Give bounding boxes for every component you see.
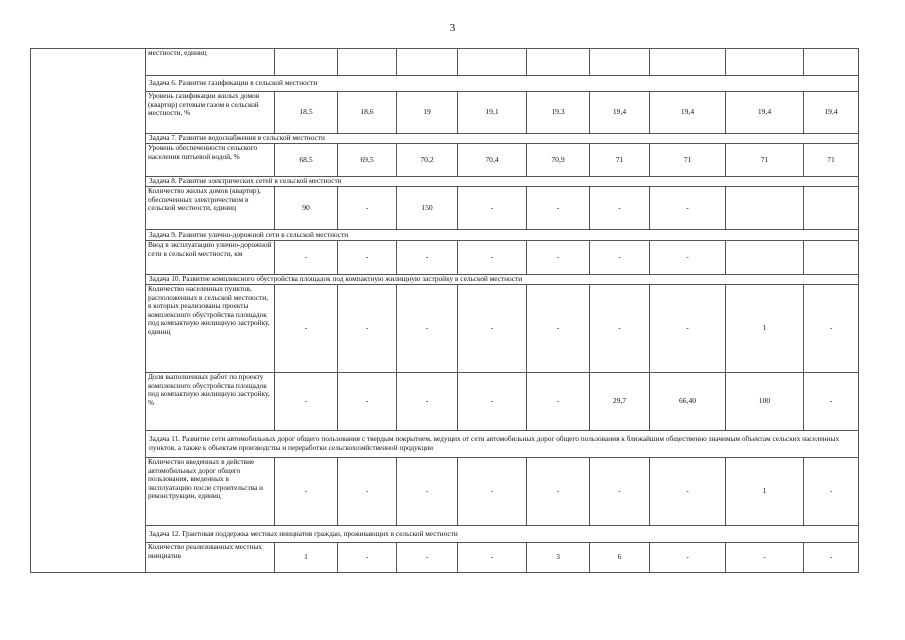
value-cell: - <box>338 543 397 573</box>
value-cell: - <box>590 187 650 230</box>
value-cell <box>527 49 590 76</box>
value-cell: 19,4 <box>726 92 804 134</box>
indicator-label: Уровень газификации жилых домов (квартир) сетевым газом в сельской местности, % <box>146 92 275 134</box>
value-cell: - <box>650 187 726 230</box>
value-cell <box>726 241 804 275</box>
value-cell <box>397 49 458 76</box>
value-cell: - <box>338 458 397 526</box>
value-cell <box>590 49 650 76</box>
value-cell <box>804 241 859 275</box>
table-row <box>31 285 859 373</box>
value-cell: 19,3 <box>527 92 590 134</box>
indicator-label: местности, единиц <box>146 49 275 76</box>
value-cell: 69,5 <box>338 144 397 177</box>
task-row <box>31 526 859 543</box>
table-row <box>31 458 859 526</box>
value-cell: - <box>650 543 726 573</box>
value-cell: 19 <box>397 92 458 134</box>
value-cell <box>726 187 804 230</box>
value-cell: - <box>527 458 590 526</box>
value-cell: - <box>275 285 338 373</box>
value-cell <box>804 49 859 76</box>
table-row <box>31 373 859 431</box>
table-row <box>31 92 859 134</box>
value-cell <box>726 49 804 76</box>
value-cell: - <box>527 285 590 373</box>
task-heading: Задача 7. Развитие водоснабжения в сельской местности <box>146 134 859 144</box>
left-merged-cell <box>31 49 146 573</box>
value-cell <box>804 187 859 230</box>
value-cell: - <box>275 241 338 275</box>
value-cell: - <box>458 543 527 573</box>
value-cell: - <box>338 187 397 230</box>
value-cell: 1 <box>726 458 804 526</box>
page-number: 3 <box>449 22 456 34</box>
value-cell: 29,7 <box>590 373 650 431</box>
value-cell: 1 <box>726 285 804 373</box>
value-cell: 6 <box>590 543 650 573</box>
task-heading: Задача 10. Развитие комплексного обустройства площадок под компактную жилищную застройку в сельской местности <box>146 275 859 285</box>
table-row <box>31 543 859 573</box>
table-row <box>31 49 859 76</box>
value-cell: - <box>338 373 397 431</box>
value-cell <box>458 49 527 76</box>
value-cell: 68,5 <box>275 144 338 177</box>
indicator-label: Количество населенных пунктов, расположенных в сельской местности, в которых реализованы проекты комплексного обустройства площадок под компактную жилищную застройку, единиц <box>146 285 275 373</box>
value-cell: 18,5 <box>275 92 338 134</box>
value-cell: 3 <box>527 543 590 573</box>
value-cell: 19,1 <box>458 92 527 134</box>
value-cell: - <box>804 373 859 431</box>
task-row <box>31 431 859 458</box>
value-cell: 100 <box>726 373 804 431</box>
value-cell: - <box>590 285 650 373</box>
indicator-label: Уровень обеспеченности сельского населения питьевой водой, % <box>146 144 275 177</box>
task-row <box>31 275 859 285</box>
value-cell: - <box>397 285 458 373</box>
value-cell: - <box>458 187 527 230</box>
value-cell: 71 <box>650 144 726 177</box>
value-cell: - <box>397 241 458 275</box>
value-cell: 70,4 <box>458 144 527 177</box>
indicator-label: Количество реализованных местных инициатив <box>146 543 275 573</box>
value-cell: 90 <box>275 187 338 230</box>
value-cell: - <box>397 458 458 526</box>
table-row <box>31 144 859 177</box>
task-heading: Задача 8. Развитие электрических сетей в сельской местности <box>146 177 859 187</box>
value-cell: - <box>804 543 859 573</box>
value-cell: - <box>527 373 590 431</box>
task-row <box>31 177 859 187</box>
value-cell: - <box>458 458 527 526</box>
value-cell: - <box>397 543 458 573</box>
task-heading: Задача 6. Развитие газификации в сельской местности <box>146 76 859 92</box>
task-row <box>31 230 859 241</box>
value-cell: - <box>275 458 338 526</box>
value-cell: 19,4 <box>590 92 650 134</box>
table-row <box>31 187 859 230</box>
value-cell: 150 <box>397 187 458 230</box>
task-row <box>31 76 859 92</box>
value-cell: - <box>804 285 859 373</box>
value-cell <box>338 49 397 76</box>
task-heading: Задача 9. Развитие улично-дорожной сети в сельской местности <box>146 230 859 241</box>
value-cell: - <box>275 373 338 431</box>
indicators-table <box>30 48 859 573</box>
indicator-label: Количество введенных в действие автомобильных дорог общего пользования, введенных в эксплуатацию после строительства и реконструкции, единиц <box>146 458 275 526</box>
value-cell: - <box>590 241 650 275</box>
value-cell <box>650 49 726 76</box>
value-cell: 19,4 <box>650 92 726 134</box>
value-cell <box>275 49 338 76</box>
task-row <box>31 134 859 144</box>
value-cell: 71 <box>590 144 650 177</box>
value-cell: - <box>650 458 726 526</box>
value-cell: - <box>458 285 527 373</box>
value-cell: - <box>650 285 726 373</box>
value-cell: - <box>590 458 650 526</box>
table-row <box>31 241 859 275</box>
value-cell: 1 <box>275 543 338 573</box>
task-heading: Задача 11. Развитие сети автомобильных дорог общего пользования с твердым покрытием, ведущих от сети автомобильных дорог общего пользования к ближайшим общественно значимым объектам сельских населенных пунктов, а также к объектам производства и переработки сельскохозяйственной продукции <box>146 431 859 458</box>
value-cell: - <box>804 458 859 526</box>
value-cell: - <box>527 241 590 275</box>
value-cell: 71 <box>726 144 804 177</box>
value-cell: - <box>458 373 527 431</box>
value-cell: - <box>397 373 458 431</box>
value-cell: - <box>458 241 527 275</box>
value-cell: - <box>726 543 804 573</box>
task-heading: Задача 12. Грантовая поддержка местных инициатив граждан, проживающих в сельской местности <box>146 526 859 543</box>
indicator-label: Доля выполненных работ по проекту комплексного обустройства площадок под компактную жилищную застройку, % <box>146 373 275 431</box>
value-cell: 18,6 <box>338 92 397 134</box>
value-cell: 70,2 <box>397 144 458 177</box>
value-cell: 71 <box>804 144 859 177</box>
value-cell: - <box>338 241 397 275</box>
indicator-label: Количество жилых домов (квартир), обеспеченных электричеством в сельской местности, единиц <box>146 187 275 230</box>
value-cell: 66,40 <box>650 373 726 431</box>
value-cell: - <box>527 187 590 230</box>
value-cell: - <box>650 241 726 275</box>
value-cell: 70,9 <box>527 144 590 177</box>
value-cell: 19,4 <box>804 92 859 134</box>
indicator-label: Ввод в эксплуатацию улично-дорожной сети в сельской местности, км <box>146 241 275 275</box>
value-cell: - <box>338 285 397 373</box>
